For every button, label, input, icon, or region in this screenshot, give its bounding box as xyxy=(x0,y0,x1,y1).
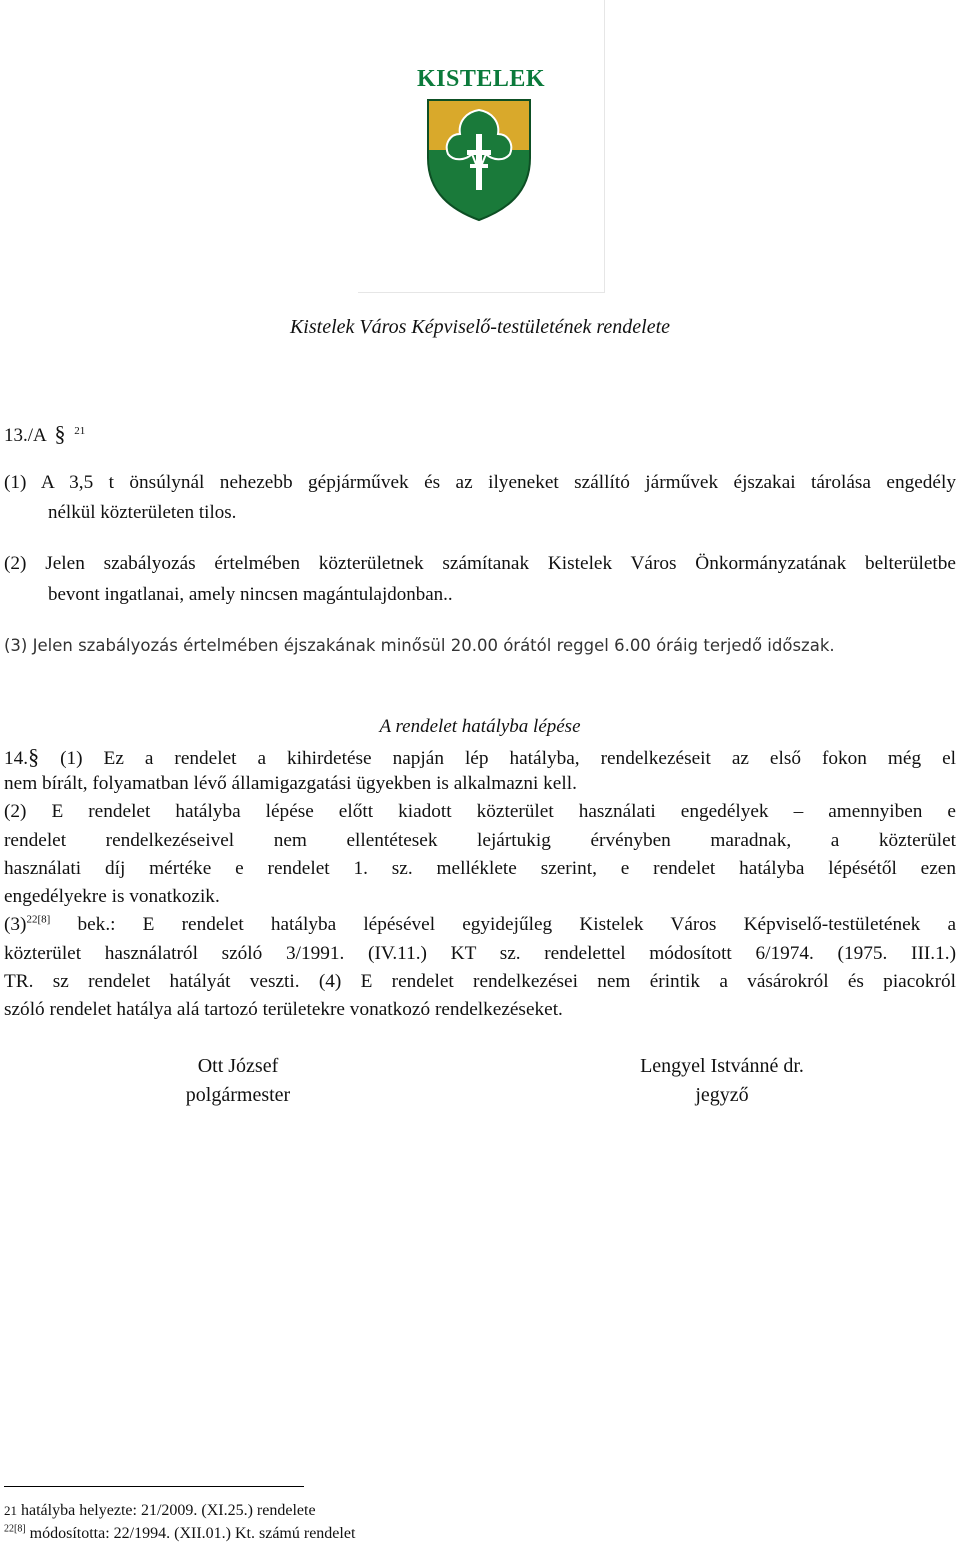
coat-of-arms-icon xyxy=(426,98,532,222)
section-label: 13./A xyxy=(4,425,46,446)
section-14-p1-line-1 xyxy=(4,744,956,770)
p3-text: bek.: E rendelet hatályba lépésével egyidejűleg Kistelek Város Képviselő-testületének a xyxy=(77,914,957,935)
paragraph-2-line-1: (2) Jelen szabályozás értelmében közterületnek számítanak Kistelek Város Önkormányzatának belterületbe xyxy=(4,553,956,574)
paragraph-1-line-1: (1) A 3,5 t önsúlynál nehezebb gépjárművek és az ilyeneket szállító járművek éjszakai tárolása engedély xyxy=(4,472,956,493)
section-14-p3-line-4: szóló rendelet hatálya alá tartozó területekre vonatkozó rendelkezéseket. xyxy=(4,999,563,1020)
section-sign: § xyxy=(28,744,40,769)
section-14-p3-line-3: TR. sz rendelet hatályát veszti. (4) E rendelet rendelkezései nem érintik a vásárokról és piacokról xyxy=(4,971,956,992)
section-sign: § xyxy=(54,421,66,446)
section-14-p1-line-2: nem bírált, folyamatban lévő államigazgatási ügyekben is alkalmazni kell. xyxy=(4,773,577,794)
section-14-p2-line-2: rendelet rendelkezéseivel nem ellentétesek lejártukig érvényben maradnak, a közterület xyxy=(4,830,956,851)
logo-wordmark: KISTELEK xyxy=(416,66,546,92)
section-14-p3-line-2: közterület használatról szóló 3/1991. (IV.11.) KT sz. rendelettel módosított 6/1974. (1975. III.1.) xyxy=(4,943,956,964)
section-14-p2-line-4: engedélyekre is vonatkozik. xyxy=(4,886,220,907)
footnote-separator xyxy=(4,1486,304,1487)
paragraph-3: (3) Jelen szabályozás értelmében éjszakának minősül 20.00 órától reggel 6.00 óráig terjedő időszak. xyxy=(4,636,835,655)
footnote-text: hatályba helyezte: 21/2009. (XI.25.) rendelete xyxy=(21,1502,316,1519)
section-14-p2-line-1: (2) E rendelet hatályba lépése előtt kiadott közterület használati engedélyek – amennyiben e xyxy=(4,801,956,822)
signature-right-name: Lengyel Istvánné dr. xyxy=(640,1055,804,1077)
section-14-p3-line-1 xyxy=(4,914,956,936)
section-14-p2-line-3: használati díj mértéke e rendelet 1. sz. melléklete szerint, e rendelet hatályba lépésétől ezen xyxy=(4,858,956,879)
document-title: Kistelek Város Képviselő-testületének rendelete xyxy=(289,316,671,338)
section-14-heading: A rendelet hatályba lépése xyxy=(379,716,581,737)
footnote-1 xyxy=(4,1502,316,1520)
footnote-ref: 21 xyxy=(4,1503,17,1518)
p3-prefix: (3) xyxy=(4,914,27,935)
signature-right-title: jegyző xyxy=(695,1084,749,1106)
footnote-ref: 22[8] xyxy=(4,1523,26,1535)
section-number: 14. xyxy=(4,748,29,769)
footnote-text: módosította: 22/1994. (XII.01.) Kt. számú rendelet xyxy=(29,1525,356,1542)
footnote-ref: 21 xyxy=(74,424,86,437)
signature-left-title: polgármester xyxy=(185,1084,291,1106)
footnote-2 xyxy=(4,1525,355,1543)
paragraph-2-line-2: bevont ingatlanai, amely nincsen magántulajdonban.. xyxy=(48,584,453,605)
footnote-ref: 22[8] xyxy=(26,913,51,926)
p1-text: (1) Ez a rendelet a kihirdetése napján lép hatályba, rendelkezéseit az első fokon még el xyxy=(60,748,956,769)
signature-left-name: Ott József xyxy=(197,1055,279,1077)
section-13a-heading xyxy=(4,421,85,447)
paragraph-1-line-2: nélkül közterületen tilos. xyxy=(48,502,237,523)
